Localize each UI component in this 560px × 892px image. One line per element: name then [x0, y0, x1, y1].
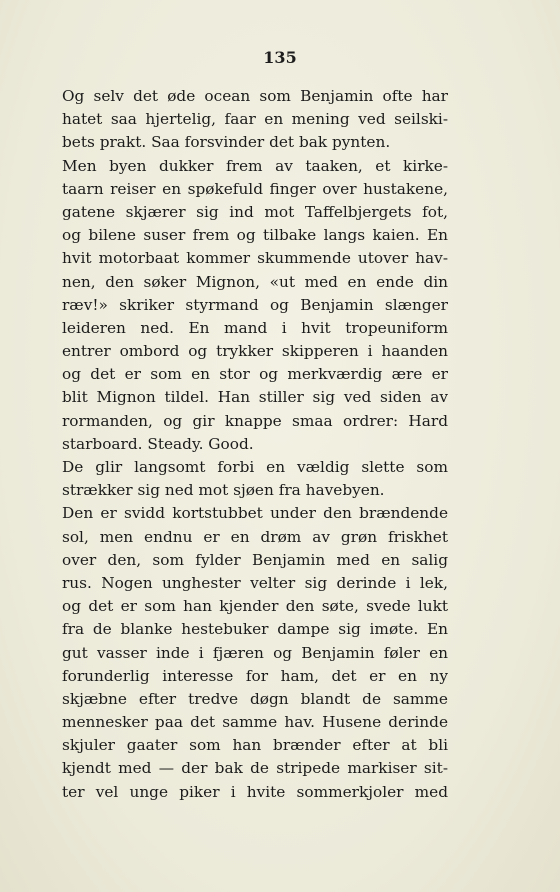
text-line: hvit motorbaat kommer skummende utover hav-: [62, 249, 448, 268]
text-line: entrer ombord og trykker skipperen i haanden: [62, 342, 448, 361]
text-line: kjendt med — der bak de stripede markiser sit-: [62, 759, 448, 778]
page-number: 135: [263, 48, 297, 67]
text-line: starboard. Steady. Good.: [62, 434, 254, 453]
text-line: gatene skjærer sig ind mot Taffelbjergets fot,: [62, 202, 448, 221]
text-line: Den er svidd kortstubbet under den brændende: [62, 504, 448, 523]
text-line: taarn reiser en spøkefuld finger over hustakene,: [62, 179, 448, 198]
text-line: skjuler gaater som han brænder efter at bli: [62, 736, 448, 755]
text-line: og bilene suser frem og tilbake langs kaien. En: [62, 226, 448, 245]
text-line: over den, som fylder Benjamin med en salig: [62, 550, 448, 569]
body-text: [62, 85, 448, 804]
text-line: De glir langsomt forbi en vældig slette som: [62, 458, 448, 476]
text-line: bets prakt. Saa forsvinder det bak pynten.: [62, 133, 391, 152]
text-line: og det er som en stor og merkværdig ære er: [62, 365, 448, 384]
text-line: og det er som han kjender den søte, svede lukt: [62, 597, 448, 616]
text-line: strækker sig ned mot sjøen fra havebyen.: [62, 481, 385, 500]
text-line: fra de blanke hestebuker dampe sig imøte. En: [62, 620, 448, 639]
text-line: leideren ned. En mand i hvit tropeuniform: [62, 318, 448, 337]
text-line: ræv!» skriker styrmand og Benjamin slænger: [62, 295, 448, 314]
text-line: sol, men endnu er en drøm av grøn friskhet: [62, 527, 448, 546]
text-line: mennesker paa det samme hav. Husene derinde: [62, 713, 448, 732]
text-line: Og selv det øde ocean som Benjamin ofte har: [62, 87, 448, 105]
text-line: rus. Nogen unghester velter sig derinde i lek,: [62, 573, 448, 592]
text-line: hatet saa hjertelig, faar en mening ved seilski-: [62, 110, 448, 129]
text-line: blit Mignon tildel. Han stiller sig ved siden av: [62, 388, 448, 407]
text-line: ter vel unge piker i hvite sommerkjoler med: [62, 782, 448, 801]
text-line: Men byen dukker frem av taaken, et kirke-: [62, 156, 448, 175]
text-line: gut vasser inde i fjæren og Benjamin føler en: [62, 643, 448, 662]
text-line: rormanden, og gir knappe smaa ordrer: Hard: [62, 411, 448, 430]
text-line: skjæbne efter tredve døgn blandt de samme: [62, 689, 448, 708]
text-line: nen, den søker Mignon, «ut med en ende din: [62, 272, 448, 291]
text-line: forunderlig interesse for ham, det er en ny: [62, 666, 448, 685]
